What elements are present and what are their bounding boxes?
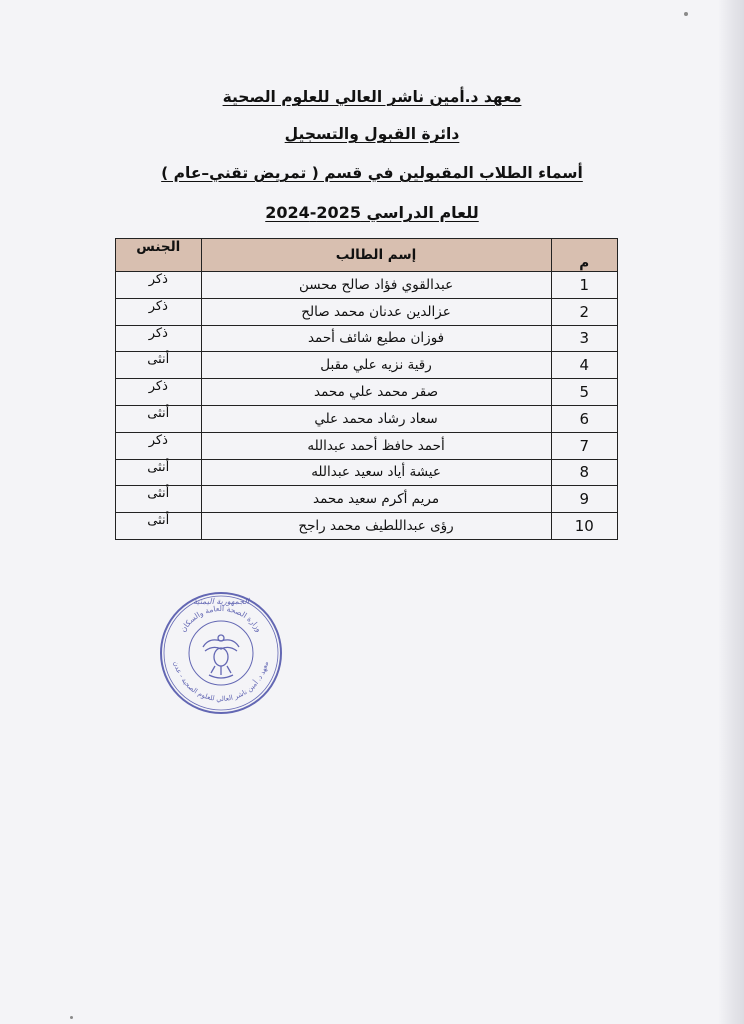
student-name: أحمد حافظ أحمد عبدالله — [201, 432, 551, 459]
student-name: رقية نزيه علي مقبل — [201, 352, 551, 379]
stamp-top-text: الجمهورية اليمنية — [192, 597, 250, 606]
student-name: عيشة أياد سعيد عبدالله — [201, 459, 551, 486]
institute-title: معهد د.أمين ناشر العالي للعلوم الصحية — [222, 88, 522, 106]
student-gender: ذكر — [116, 272, 202, 299]
row-number: 4 — [551, 352, 618, 379]
student-gender: ذكر — [116, 379, 202, 406]
stamp-ring-text: وزارة الصحة العامة والسكان — [178, 603, 264, 634]
student-gender: أنثى — [116, 486, 202, 513]
student-gender: أنثى — [116, 513, 202, 540]
scan-speck — [684, 12, 688, 16]
official-stamp — [159, 591, 283, 715]
table-row — [116, 513, 618, 540]
table-row — [116, 272, 618, 299]
row-number: 3 — [551, 325, 618, 352]
stamp-bottom-text: معهد د. أمين ناشر العالي للعلوم الصحية - عدن — [171, 660, 271, 704]
student-gender: ذكر — [116, 325, 202, 352]
table-row — [116, 459, 618, 486]
header-name: إسم الطالب — [201, 239, 551, 272]
department-title: دائرة القبول والتسجيل — [284, 125, 460, 143]
table-row — [116, 432, 618, 459]
row-number: 6 — [551, 405, 618, 432]
table-header-row — [116, 239, 618, 272]
row-number: 10 — [551, 513, 618, 540]
row-number: 9 — [551, 486, 618, 513]
student-gender: ذكر — [116, 298, 202, 325]
table-row — [116, 325, 618, 352]
table-row — [116, 379, 618, 406]
row-number: 7 — [551, 432, 618, 459]
row-number: 8 — [551, 459, 618, 486]
student-name: صقر محمد علي محمد — [201, 379, 551, 406]
student-name: عبدالقوي فؤاد صالح محسن — [201, 272, 551, 299]
student-name: سعاد رشاد محمد علي — [201, 405, 551, 432]
student-gender: أنثى — [116, 352, 202, 379]
students-table — [115, 238, 618, 540]
row-number: 2 — [551, 298, 618, 325]
student-gender: أنثى — [116, 459, 202, 486]
page-edge-shadow — [718, 0, 744, 1024]
header-number: م — [551, 239, 618, 272]
table-row — [116, 352, 618, 379]
list-title: أسماء الطلاب المقبولين في قسم ( تمريض تقني–عام ) — [161, 164, 583, 182]
academic-year: للعام الدراسي 2025-2024 — [265, 203, 479, 222]
student-name: مريم أكرم سعيد محمد — [201, 486, 551, 513]
student-name: عزالدين عدنان محمد صالح — [201, 298, 551, 325]
student-name: رؤى عبداللطيف محمد راجح — [201, 513, 551, 540]
header-gender: الجنس — [116, 239, 202, 272]
student-name: فوزان مطيع شائف أحمد — [201, 325, 551, 352]
table-row — [116, 486, 618, 513]
row-number: 1 — [551, 272, 618, 299]
table-row — [116, 298, 618, 325]
student-gender: أنثى — [116, 405, 202, 432]
row-number: 5 — [551, 379, 618, 406]
scan-speck — [70, 1016, 73, 1019]
table-row — [116, 405, 618, 432]
student-gender: ذكر — [116, 432, 202, 459]
eagle-emblem-icon — [203, 635, 239, 678]
